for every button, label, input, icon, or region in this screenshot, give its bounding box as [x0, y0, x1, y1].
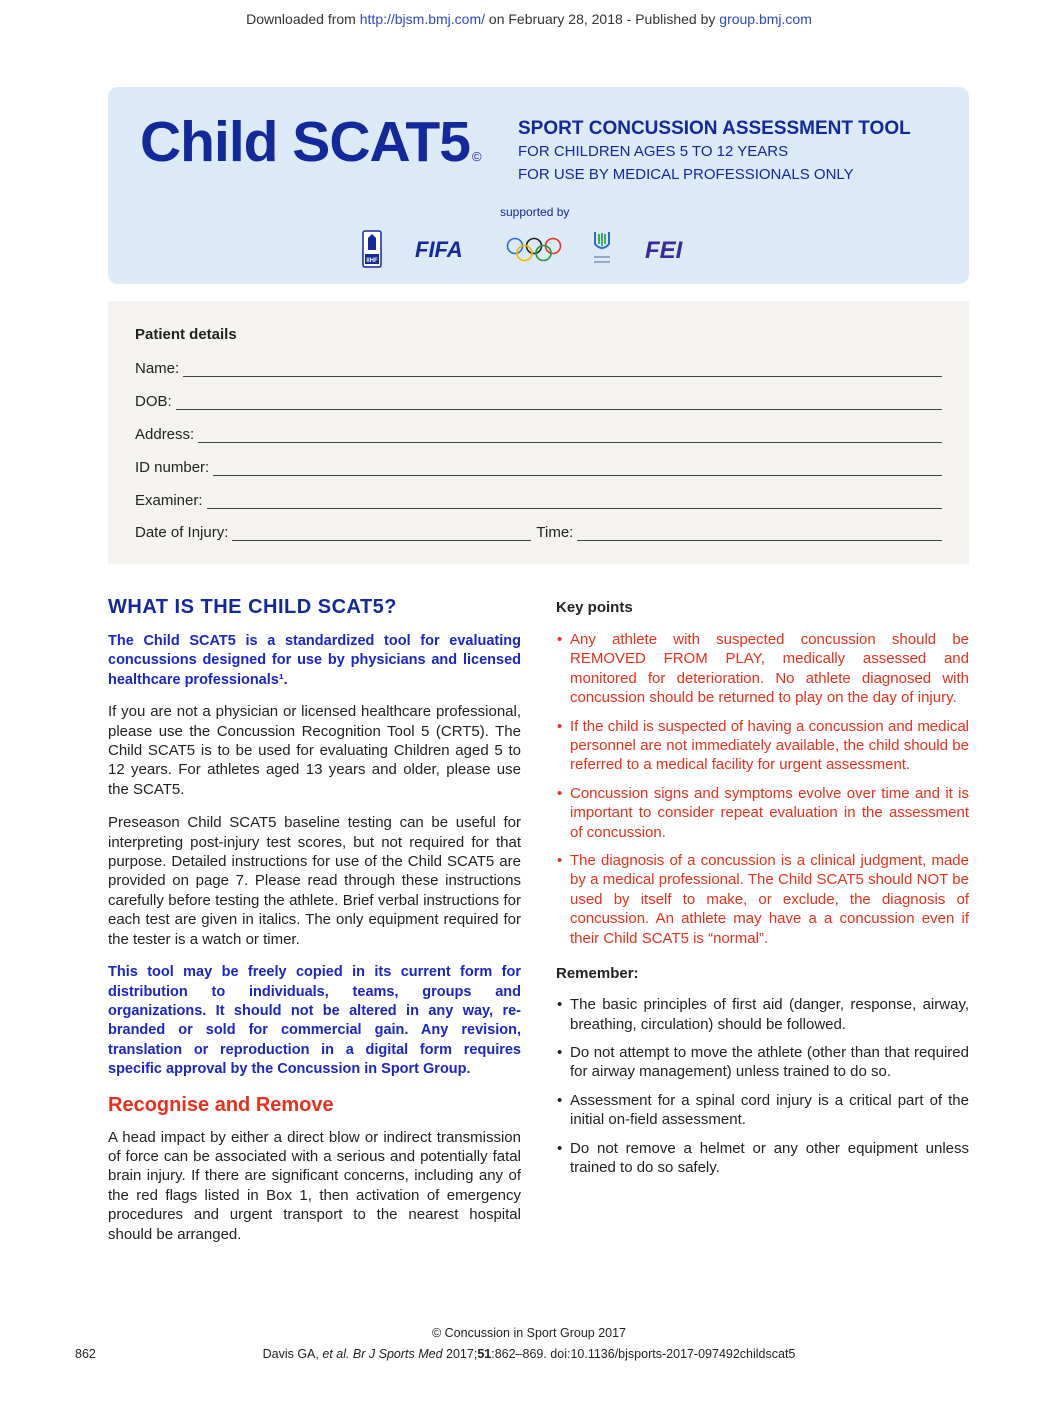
dob-label: DOB: — [135, 393, 172, 410]
tool-use: FOR USE BY MEDICAL PROFESSIONALS ONLY — [518, 166, 854, 183]
group-bmj-link[interactable]: group.bmj.com — [719, 11, 812, 27]
page-number: 862 — [75, 1347, 96, 1361]
id-number-field-row — [135, 456, 942, 476]
address-input[interactable] — [198, 429, 942, 443]
fei-logo-text: FEI — [645, 237, 683, 264]
tool-name: SPORT CONCUSSION ASSESSMENT TOOL — [518, 118, 911, 139]
address-field-row — [135, 423, 942, 443]
patient-details-title: Patient details — [135, 326, 237, 343]
remember-item: • Do not remove a helmet or any other equipment unless trained to do so safely. — [556, 1139, 969, 1178]
fei-logo — [645, 236, 715, 264]
tool-subheading — [518, 118, 911, 186]
copyright-symbol: © — [471, 149, 481, 164]
time-label: Time: — [536, 524, 574, 541]
iihf-logo-text: IIHF — [366, 258, 378, 264]
address-label: Address: — [135, 426, 195, 443]
examiner-input[interactable] — [207, 495, 942, 509]
header-banner — [108, 87, 969, 284]
olympic-rings-logo — [506, 236, 562, 264]
remember-item: • Assessment for a spinal cord injury is a critical part of the initial on-field assessment. — [556, 1091, 969, 1130]
fifa-logo-text: FIFA — [415, 237, 463, 262]
footer-citation: Davis GA, et al. Br J Sports Med 2017;51:862–869. doi:10.1136/bjsports-2017-097492childscat5 — [262, 1347, 796, 1361]
footer-copyright: © Concussion in Sport Group 2017 — [431, 1326, 627, 1340]
key-points-list — [556, 630, 969, 948]
download-notice: Downloaded from http://bjsm.bmj.com/ on February 28, 2018 - Published by group.bmj.com — [246, 11, 812, 27]
id-number-label: ID number: — [135, 459, 210, 476]
iihf-logo — [362, 230, 382, 268]
bjsm-link[interactable]: http://bjsm.bmj.com/ — [359, 11, 486, 27]
intro-paragraph: The Child SCAT5 is a standardized tool for evaluating concussions designed for use by physicians and licensed healthcare professionals¹. — [108, 633, 521, 688]
examiner-field-row — [135, 489, 942, 509]
remember-item: • Do not attempt to move the athlete (other than that required for airway management) unless trained to do so. — [556, 1043, 969, 1082]
time-input[interactable] — [577, 527, 942, 541]
tool-ages: FOR CHILDREN AGES 5 TO 12 YEARS — [518, 143, 789, 160]
right-column — [556, 596, 969, 1186]
remember-title: Remember: — [556, 965, 639, 983]
key-point-item: • Concussion signs and symptoms evolve over time and it is important to consider repeat evaluation in the assessment of concussion. — [556, 784, 969, 842]
examiner-label: Examiner: — [135, 492, 203, 509]
recognise-remove-paragraph: A head impact by either a direct blow or indirect transmission of force can be associated with a serious and potentially fatal brain injury. If there are significant concerns, including any of the red flags listed in Box 1, then activation of emergency procedures and urgent transport to the nearest hospital should be arranged. — [108, 1128, 521, 1243]
dob-field-row — [135, 390, 942, 410]
baseline-paragraph: Preseason Child SCAT5 baseline testing can be useful for interpreting post-injury test scores, but not required for that purpose. Detailed instructions for use of the Child SCAT5 are provided on page 7. Please read through these instructions carefully before testing the athlete. Brief verbal instructions for each test are given in italics. The only equipment required for the tester is a watch or timer. — [108, 814, 521, 948]
world-rugby-logo — [591, 230, 613, 268]
key-point-item: • The diagnosis of a concussion is a clinical judgment, made by a medical professional. The Child SCAT5 should NOT be used by itself to make, or exclude, the diagnosis of concussion. An athlete may have a a concussion even if their Child SCAT5 is “normal”. — [556, 851, 969, 948]
crt5-paragraph: If you are not a physician or licensed healthcare professional, please use the Concussion Recognition Tool 5 (CRT5). The Child SCAT5 is to be used for evaluating Children aged 5 to 12 years. For athletes aged 13 years and older, please use the SCAT5. — [108, 703, 521, 798]
fifa-logo — [413, 236, 477, 262]
what-is-heading: WHAT IS THE CHILD SCAT5? — [108, 596, 398, 618]
recognise-remove-heading: Recognise and Remove — [108, 1093, 334, 1116]
name-input[interactable] — [183, 363, 942, 377]
remember-list — [556, 995, 969, 1177]
date-of-injury-input[interactable] — [232, 527, 531, 541]
key-points-title: Key points — [556, 599, 633, 616]
patient-details-box — [108, 301, 969, 564]
supported-by-label: supported by — [500, 205, 570, 219]
key-point-item: • If the child is suspected of having a concussion and medical personnel are not immediately available, the child should be referred to a medical facility for urgent assessment. — [556, 717, 969, 775]
copy-notice-paragraph: This tool may be freely copied in its current form for distribution to individuals, teams, groups and organizations. It should not be altered in any way, re-branded or sold for commercial gain. Any revision, translation or reproduction in a digital form requires specific approval by the Concussion in Sport Group. — [108, 964, 521, 1078]
id-number-input[interactable] — [213, 462, 942, 476]
left-column — [108, 596, 521, 1258]
injury-field-row — [135, 521, 942, 541]
remember-item: • The basic principles of first aid (danger, response, airway, breathing, circulation) should be followed. — [556, 995, 969, 1034]
key-point-item: • Any athlete with suspected concussion should be REMOVED FROM PLAY, medically assessed and monitored for deterioration. No athlete diagnosed with concussion should be returned to play on the day of injury. — [556, 630, 969, 708]
date-of-injury-label: Date of Injury: — [135, 524, 229, 541]
dob-input[interactable] — [176, 396, 942, 410]
name-label: Name: — [135, 360, 180, 377]
document-title: Child SCAT5 © — [140, 110, 481, 174]
name-field-row — [135, 357, 942, 377]
